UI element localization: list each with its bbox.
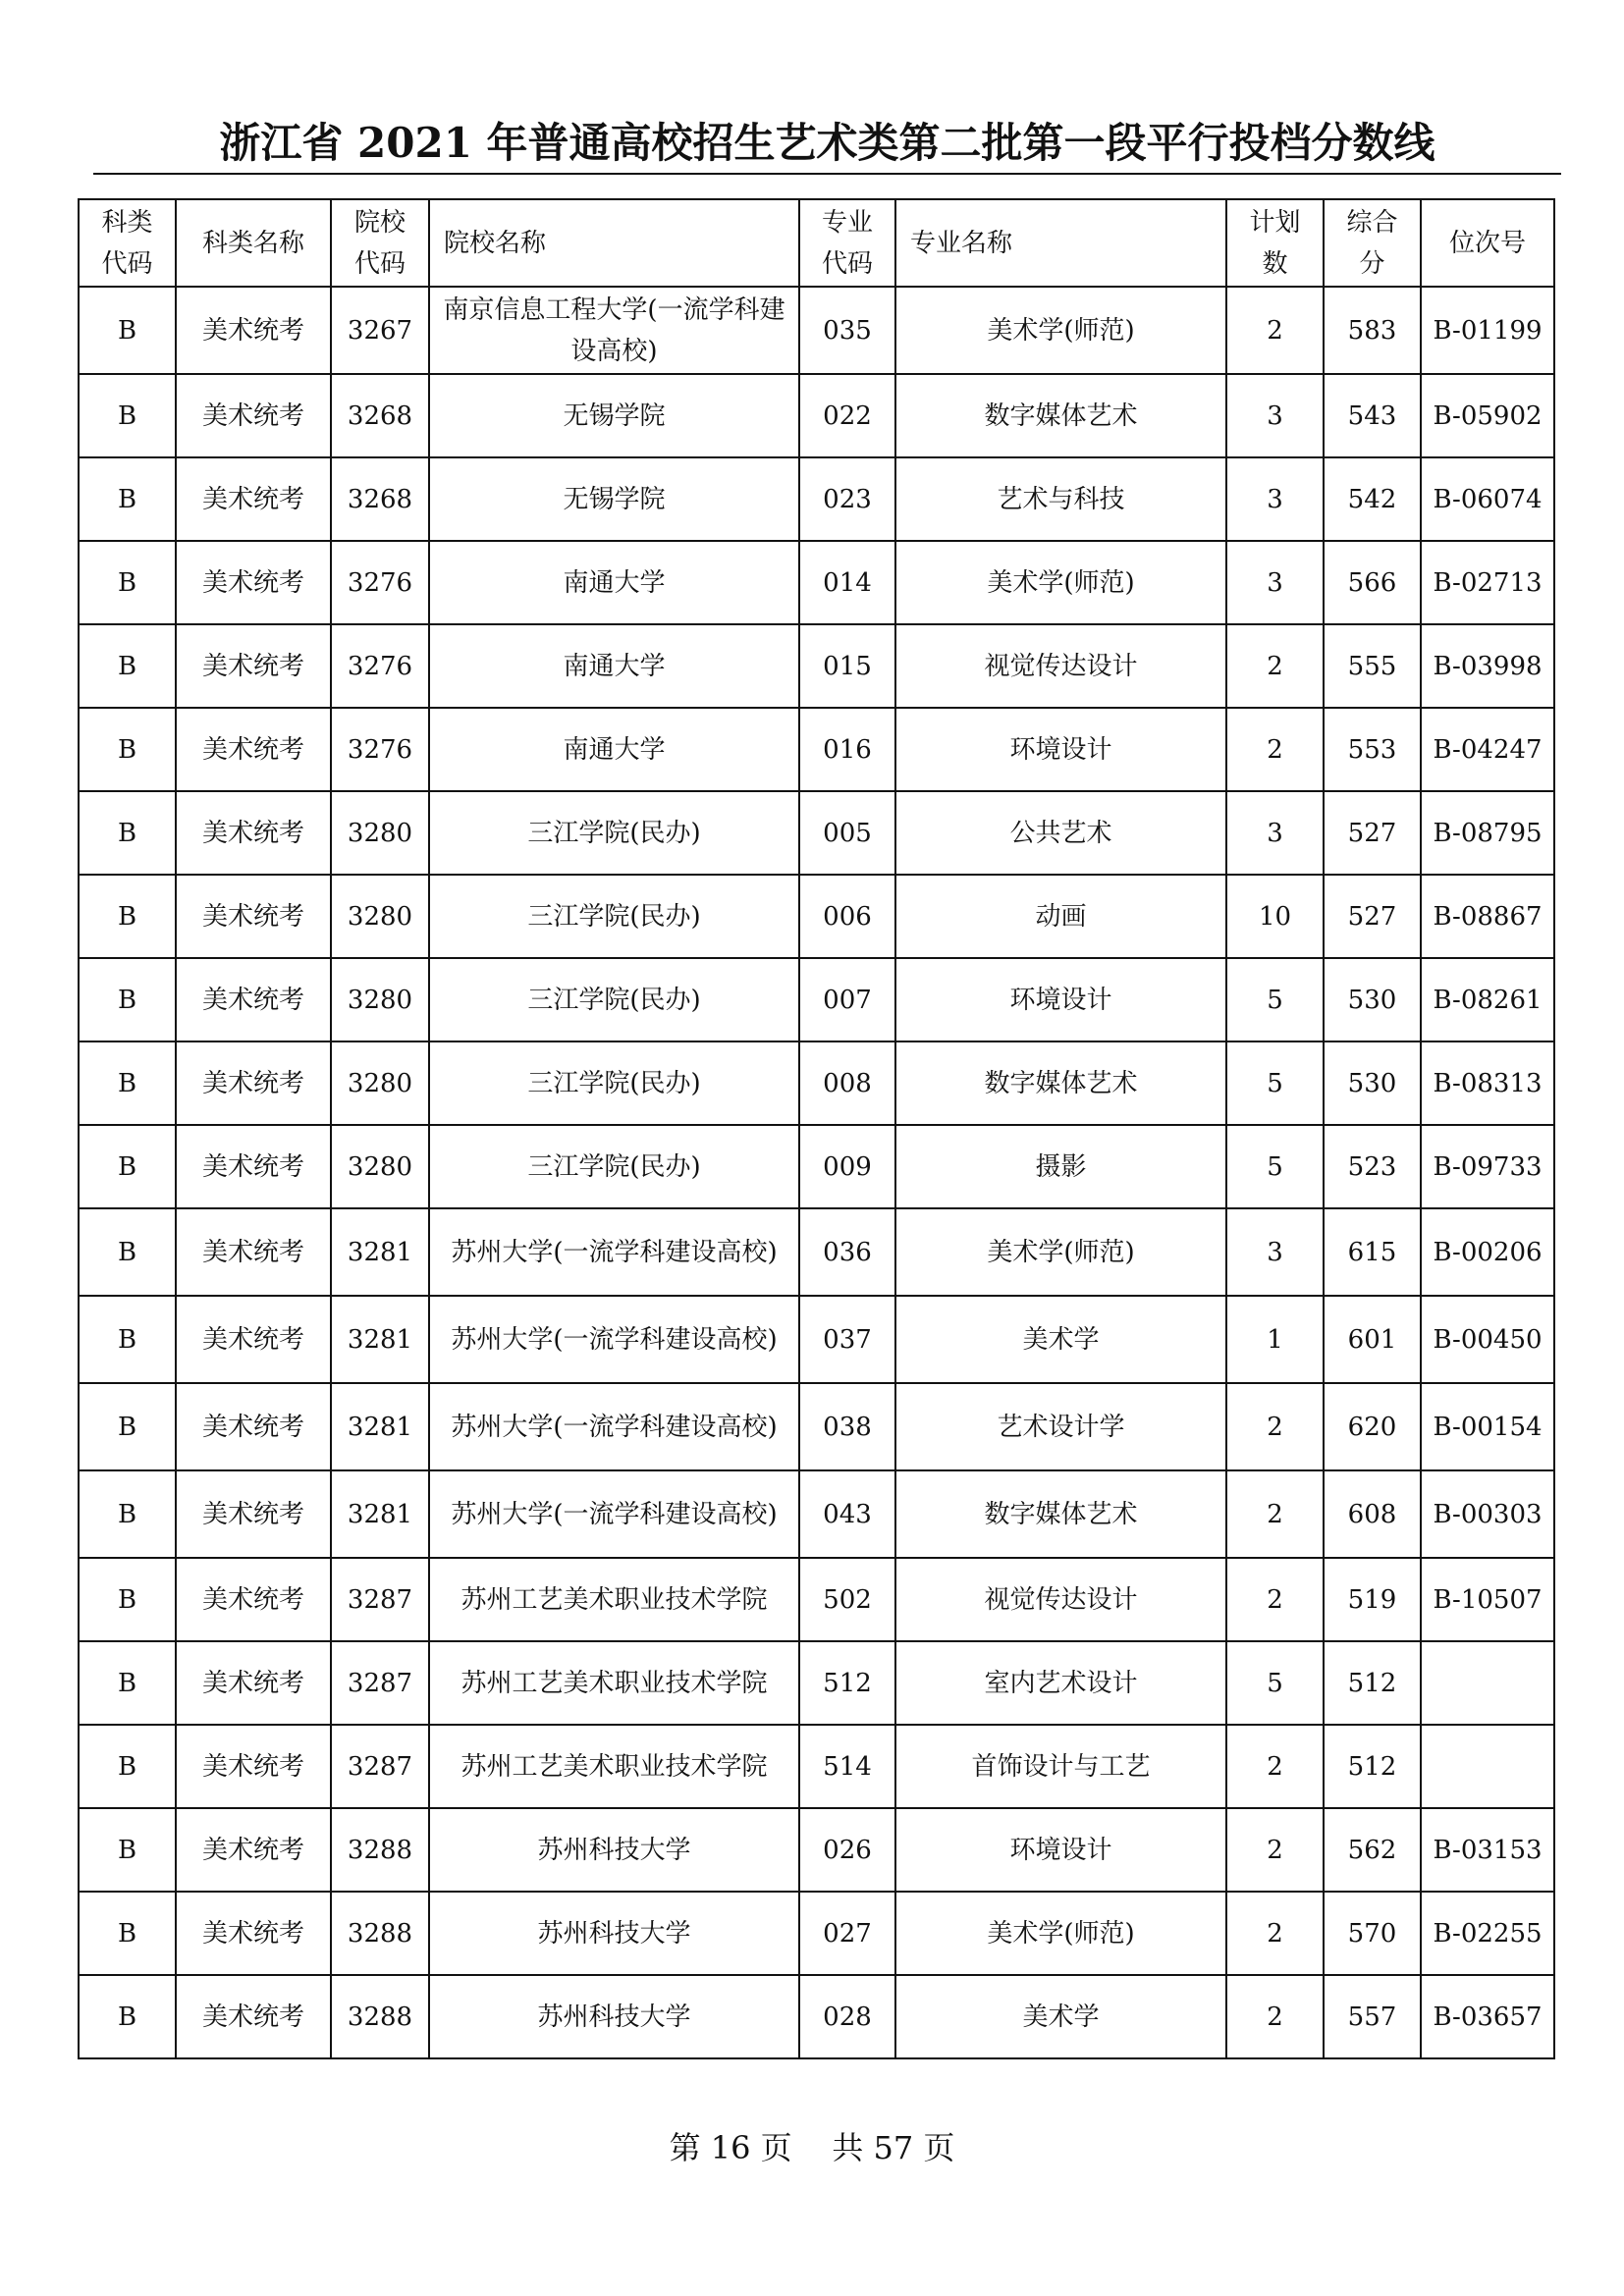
cell-subject-name: 美术统考 (176, 1470, 331, 1558)
score-table (78, 198, 1555, 2059)
cell-score: 530 (1324, 958, 1421, 1041)
cell-school-code: 3288 (331, 1975, 429, 2058)
cell-school-name: 苏州科技大学 (429, 1975, 799, 2058)
cell-plan-count: 2 (1226, 1975, 1324, 2058)
table-row (79, 374, 1554, 457)
cell-major-code: 043 (799, 1470, 895, 1558)
cell-score: 553 (1324, 708, 1421, 791)
cell-score: 527 (1324, 791, 1421, 875)
cell-subject-code: B (79, 1125, 176, 1208)
cell-major-code: 502 (799, 1558, 895, 1641)
header-plan-count: 计划 数 (1226, 199, 1324, 287)
cell-score: 608 (1324, 1470, 1421, 1558)
cell-rank: B-10507 (1421, 1558, 1554, 1641)
table-row (79, 1808, 1554, 1892)
page-footer (0, 2123, 1624, 2172)
table-row (79, 708, 1554, 791)
cell-major-code: 023 (799, 457, 895, 541)
cell-school-name: 三江学院(民办) (429, 1125, 799, 1208)
cell-school-code: 3281 (331, 1296, 429, 1383)
cell-school-code: 3280 (331, 958, 429, 1041)
cell-subject-name: 美术统考 (176, 958, 331, 1041)
cell-subject-code: B (79, 1383, 176, 1470)
cell-subject-code: B (79, 624, 176, 708)
cell-plan-count: 5 (1226, 1125, 1324, 1208)
cell-school-code: 3280 (331, 875, 429, 958)
table-row (79, 1383, 1554, 1470)
cell-score: 570 (1324, 1892, 1421, 1975)
cell-subject-code: B (79, 875, 176, 958)
cell-subject-code: B (79, 958, 176, 1041)
cell-plan-count: 2 (1226, 1383, 1324, 1470)
cell-school-name: 无锡学院 (429, 457, 799, 541)
cell-subject-code: B (79, 1208, 176, 1296)
cell-major-code: 038 (799, 1383, 895, 1470)
header-school-name: 院校名称 (429, 199, 799, 287)
cell-major-code: 036 (799, 1208, 895, 1296)
table-row (79, 1208, 1554, 1296)
cell-subject-code: B (79, 1296, 176, 1383)
table-row (79, 1558, 1554, 1641)
table-row (79, 1975, 1554, 2058)
cell-major-code: 026 (799, 1808, 895, 1892)
cell-plan-count: 2 (1226, 1470, 1324, 1558)
cell-rank: B-00154 (1421, 1383, 1554, 1470)
table-row (79, 457, 1554, 541)
cell-major-name: 动画 (895, 875, 1226, 958)
cell-major-code: 015 (799, 624, 895, 708)
cell-school-name: 苏州大学(一流学科建设高校) (429, 1296, 799, 1383)
cell-major-name: 首饰设计与工艺 (895, 1725, 1226, 1808)
cell-school-code: 3288 (331, 1892, 429, 1975)
cell-score: 542 (1324, 457, 1421, 541)
cell-rank: B-05902 (1421, 374, 1554, 457)
cell-score: 527 (1324, 875, 1421, 958)
cell-plan-count: 5 (1226, 1041, 1324, 1125)
cell-major-code: 016 (799, 708, 895, 791)
cell-school-code: 3288 (331, 1808, 429, 1892)
table-row (79, 1641, 1554, 1725)
cell-plan-count: 2 (1226, 1725, 1324, 1808)
cell-subject-code: B (79, 1725, 176, 1808)
cell-rank: B-02255 (1421, 1892, 1554, 1975)
cell-subject-name: 美术统考 (176, 624, 331, 708)
header-score: 综合 分 (1324, 199, 1421, 287)
cell-major-code: 027 (799, 1892, 895, 1975)
cell-school-code: 3287 (331, 1725, 429, 1808)
cell-rank (1421, 1641, 1554, 1725)
page-title: 浙江省 2021 年普通高校招生艺术类第二批第一段平行投档分数线 (219, 119, 1435, 167)
cell-school-name: 三江学院(民办) (429, 791, 799, 875)
cell-school-name: 三江学院(民办) (429, 1041, 799, 1125)
cell-school-code: 3281 (331, 1470, 429, 1558)
table-row (79, 541, 1554, 624)
cell-subject-name: 美术统考 (176, 1725, 331, 1808)
cell-score: 583 (1324, 287, 1421, 374)
cell-major-name: 美术学(师范) (895, 1208, 1226, 1296)
header-major-code: 专业 代码 (799, 199, 895, 287)
cell-major-name: 数字媒体艺术 (895, 1041, 1226, 1125)
cell-school-code: 3276 (331, 624, 429, 708)
page-total: 共 57 页 (832, 2129, 955, 2166)
cell-rank: B-08867 (1421, 875, 1554, 958)
cell-major-name: 环境设计 (895, 708, 1226, 791)
cell-school-code: 3280 (331, 791, 429, 875)
cell-school-name: 苏州大学(一流学科建设高校) (429, 1470, 799, 1558)
cell-plan-count: 2 (1226, 624, 1324, 708)
cell-major-name: 美术学 (895, 1975, 1226, 2058)
cell-rank: B-00450 (1421, 1296, 1554, 1383)
cell-major-name: 美术学(师范) (895, 287, 1226, 374)
cell-plan-count: 3 (1226, 374, 1324, 457)
cell-major-name: 室内艺术设计 (895, 1641, 1226, 1725)
cell-score: 530 (1324, 1041, 1421, 1125)
cell-subject-name: 美术统考 (176, 875, 331, 958)
cell-major-code: 514 (799, 1725, 895, 1808)
cell-rank (1421, 1725, 1554, 1808)
cell-subject-name: 美术统考 (176, 1296, 331, 1383)
cell-school-code: 3268 (331, 457, 429, 541)
cell-score: 512 (1324, 1641, 1421, 1725)
cell-school-code: 3276 (331, 541, 429, 624)
cell-plan-count: 2 (1226, 1808, 1324, 1892)
cell-rank: B-08313 (1421, 1041, 1554, 1125)
cell-major-code: 007 (799, 958, 895, 1041)
table-row (79, 791, 1554, 875)
cell-subject-name: 美术统考 (176, 374, 331, 457)
cell-major-name: 环境设计 (895, 958, 1226, 1041)
cell-subject-code: B (79, 1892, 176, 1975)
cell-school-code: 3268 (331, 374, 429, 457)
cell-rank: B-03998 (1421, 624, 1554, 708)
cell-major-code: 035 (799, 287, 895, 374)
cell-score: 601 (1324, 1296, 1421, 1383)
cell-school-code: 3280 (331, 1041, 429, 1125)
cell-major-name: 美术学(师范) (895, 541, 1226, 624)
cell-subject-name: 美术统考 (176, 1558, 331, 1641)
page-number: 第 16 页 (669, 2129, 792, 2166)
cell-major-code: 006 (799, 875, 895, 958)
header-major-name: 专业名称 (895, 199, 1226, 287)
title-underline (93, 173, 1561, 175)
cell-plan-count: 3 (1226, 541, 1324, 624)
cell-major-code: 014 (799, 541, 895, 624)
cell-major-name: 视觉传达设计 (895, 624, 1226, 708)
cell-subject-code: B (79, 541, 176, 624)
cell-score: 523 (1324, 1125, 1421, 1208)
cell-rank: B-00303 (1421, 1470, 1554, 1558)
cell-plan-count: 3 (1226, 791, 1324, 875)
cell-subject-name: 美术统考 (176, 1208, 331, 1296)
cell-subject-name: 美术统考 (176, 708, 331, 791)
cell-major-name: 艺术与科技 (895, 457, 1226, 541)
cell-major-name: 数字媒体艺术 (895, 374, 1226, 457)
cell-rank: B-06074 (1421, 457, 1554, 541)
cell-subject-name: 美术统考 (176, 1892, 331, 1975)
cell-rank: B-08795 (1421, 791, 1554, 875)
cell-plan-count: 1 (1226, 1296, 1324, 1383)
cell-rank: B-04247 (1421, 708, 1554, 791)
cell-school-name: 苏州工艺美术职业技术学院 (429, 1641, 799, 1725)
cell-subject-name: 美术统考 (176, 1641, 331, 1725)
cell-school-name: 三江学院(民办) (429, 958, 799, 1041)
header-rank: 位次号 (1421, 199, 1554, 287)
cell-subject-code: B (79, 1041, 176, 1125)
cell-major-name: 艺术设计学 (895, 1383, 1226, 1470)
cell-school-name: 无锡学院 (429, 374, 799, 457)
cell-plan-count: 2 (1226, 708, 1324, 791)
table-row (79, 1296, 1554, 1383)
cell-school-code: 3281 (331, 1208, 429, 1296)
cell-plan-count: 3 (1226, 457, 1324, 541)
cell-major-name: 视觉传达设计 (895, 1558, 1226, 1641)
cell-subject-name: 美术统考 (176, 457, 331, 541)
cell-school-name: 南通大学 (429, 541, 799, 624)
cell-school-name: 苏州工艺美术职业技术学院 (429, 1558, 799, 1641)
cell-plan-count: 10 (1226, 875, 1324, 958)
cell-school-code: 3287 (331, 1641, 429, 1725)
table-row (79, 287, 1554, 374)
cell-subject-name: 美术统考 (176, 1808, 331, 1892)
cell-major-code: 037 (799, 1296, 895, 1383)
cell-subject-code: B (79, 1641, 176, 1725)
cell-subject-name: 美术统考 (176, 541, 331, 624)
cell-score: 512 (1324, 1725, 1421, 1808)
cell-school-code: 3287 (331, 1558, 429, 1641)
table-header-row (79, 199, 1554, 287)
cell-subject-code: B (79, 791, 176, 875)
cell-school-code: 3280 (331, 1125, 429, 1208)
table-row (79, 1041, 1554, 1125)
cell-major-name: 公共艺术 (895, 791, 1226, 875)
cell-subject-code: B (79, 457, 176, 541)
cell-school-code: 3276 (331, 708, 429, 791)
header-school-code: 院校 代码 (331, 199, 429, 287)
table-row (79, 1470, 1554, 1558)
table-row (79, 1725, 1554, 1808)
cell-major-code: 022 (799, 374, 895, 457)
cell-plan-count: 5 (1226, 1641, 1324, 1725)
cell-school-code: 3267 (331, 287, 429, 374)
cell-rank: B-01199 (1421, 287, 1554, 374)
cell-score: 615 (1324, 1208, 1421, 1296)
cell-subject-code: B (79, 1558, 176, 1641)
cell-subject-code: B (79, 1975, 176, 2058)
table-row (79, 1892, 1554, 1975)
cell-major-name: 环境设计 (895, 1808, 1226, 1892)
cell-major-code: 008 (799, 1041, 895, 1125)
cell-subject-name: 美术统考 (176, 1383, 331, 1470)
cell-school-name: 南通大学 (429, 708, 799, 791)
cell-major-name: 美术学(师范) (895, 1892, 1226, 1975)
cell-major-name: 数字媒体艺术 (895, 1470, 1226, 1558)
cell-plan-count: 5 (1226, 958, 1324, 1041)
cell-subject-code: B (79, 1808, 176, 1892)
cell-score: 566 (1324, 541, 1421, 624)
table-row (79, 958, 1554, 1041)
table-row (79, 624, 1554, 708)
cell-major-name: 美术学 (895, 1296, 1226, 1383)
cell-school-name: 南通大学 (429, 624, 799, 708)
cell-rank: B-03153 (1421, 1808, 1554, 1892)
cell-school-name: 三江学院(民办) (429, 875, 799, 958)
cell-rank: B-00206 (1421, 1208, 1554, 1296)
cell-school-code: 3281 (331, 1383, 429, 1470)
cell-score: 543 (1324, 374, 1421, 457)
cell-subject-code: B (79, 374, 176, 457)
cell-subject-name: 美术统考 (176, 1125, 331, 1208)
cell-subject-name: 美术统考 (176, 1975, 331, 2058)
cell-plan-count: 3 (1226, 1208, 1324, 1296)
cell-major-code: 028 (799, 1975, 895, 2058)
cell-school-name: 苏州大学(一流学科建设高校) (429, 1383, 799, 1470)
cell-score: 519 (1324, 1558, 1421, 1641)
cell-plan-count: 2 (1226, 1558, 1324, 1641)
cell-subject-name: 美术统考 (176, 287, 331, 374)
cell-school-name: 南京信息工程大学(一流学科建设高校) (429, 287, 799, 374)
cell-rank: B-02713 (1421, 541, 1554, 624)
header-subject-name: 科类名称 (176, 199, 331, 287)
cell-subject-name: 美术统考 (176, 1041, 331, 1125)
header-subject-code: 科类 代码 (79, 199, 176, 287)
table-row (79, 1125, 1554, 1208)
cell-major-name: 摄影 (895, 1125, 1226, 1208)
cell-major-code: 512 (799, 1641, 895, 1725)
cell-school-name: 苏州科技大学 (429, 1808, 799, 1892)
cell-plan-count: 2 (1226, 1892, 1324, 1975)
table-body (79, 287, 1554, 2058)
cell-rank: B-03657 (1421, 1975, 1554, 2058)
cell-subject-code: B (79, 708, 176, 791)
cell-score: 555 (1324, 624, 1421, 708)
cell-rank: B-09733 (1421, 1125, 1554, 1208)
table-row (79, 875, 1554, 958)
cell-school-name: 苏州工艺美术职业技术学院 (429, 1725, 799, 1808)
cell-subject-name: 美术统考 (176, 791, 331, 875)
cell-score: 562 (1324, 1808, 1421, 1892)
cell-rank: B-08261 (1421, 958, 1554, 1041)
cell-school-name: 苏州大学(一流学科建设高校) (429, 1208, 799, 1296)
cell-subject-code: B (79, 1470, 176, 1558)
cell-school-name: 苏州科技大学 (429, 1892, 799, 1975)
cell-subject-code: B (79, 287, 176, 374)
cell-major-code: 005 (799, 791, 895, 875)
cell-major-code: 009 (799, 1125, 895, 1208)
cell-score: 557 (1324, 1975, 1421, 2058)
cell-score: 620 (1324, 1383, 1421, 1470)
cell-plan-count: 2 (1226, 287, 1324, 374)
